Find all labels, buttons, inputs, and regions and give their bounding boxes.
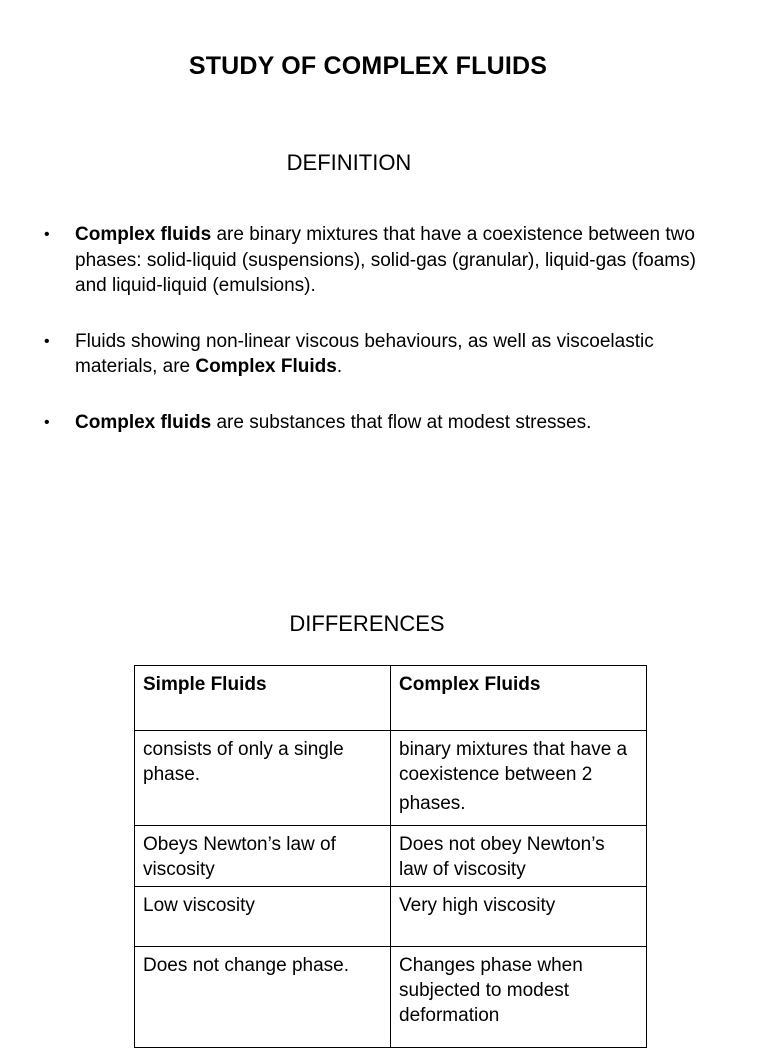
table-cell-complex: Changes phase when subjected to modest deformation [391,947,647,1048]
definition-text-end: . [336,356,343,377]
bold-term: Complex fluids [75,411,212,433]
table-cell-simple: Obeys Newton’s law of viscosity [135,826,391,887]
column-header-simple: Simple Fluids [135,666,391,731]
table-cell-complex: Does not obey Newton’s law of viscosity [391,826,647,887]
table-cell-simple: consists of only a single phase. [135,731,391,826]
definition-heading: DEFINITION [286,150,412,175]
table-cell-complex: Very high viscosity [391,887,647,947]
table-row [135,826,647,887]
list-item [0,222,768,299]
table-cell-simple: Does not change phase. [135,947,391,1048]
list-item [0,329,768,380]
bold-term: Complex Fluids [195,356,337,377]
definition-text: Fluids showing non-linear viscous behaviours, as well as viscoelastic materials, are [75,330,654,377]
list-item [0,410,768,436]
differences-heading: DIFFERENCES [289,611,445,636]
bullet-icon: • [44,226,50,243]
table-cell-simple: Low viscosity [135,887,391,947]
definition-text: are binary mixtures that have a coexistence between two phases: solid-liquid (suspensions), solid-gas (granular), liquid-gas (foams) and liquid-liquid (emulsions). [75,224,696,296]
bold-term: Complex fluids [75,224,212,245]
bullet-icon: • [44,413,50,431]
table-header-row [135,666,647,731]
definition-text: are substances that flow at modest stresses. [211,411,592,433]
table-row [135,731,647,826]
bullet-icon: • [44,332,50,350]
differences-table [134,665,647,1048]
column-header-complex: Complex Fluids [391,666,647,731]
table-row [135,947,647,1048]
definition-list [0,222,768,435]
cell-line: phases. [399,793,466,814]
page-title: STUDY OF COMPLEX FLUIDS [188,52,548,80]
cell-line: binary mixtures that have a coexistence between 2 [399,739,628,785]
table-cell-complex [391,731,647,826]
table-row [135,887,647,947]
